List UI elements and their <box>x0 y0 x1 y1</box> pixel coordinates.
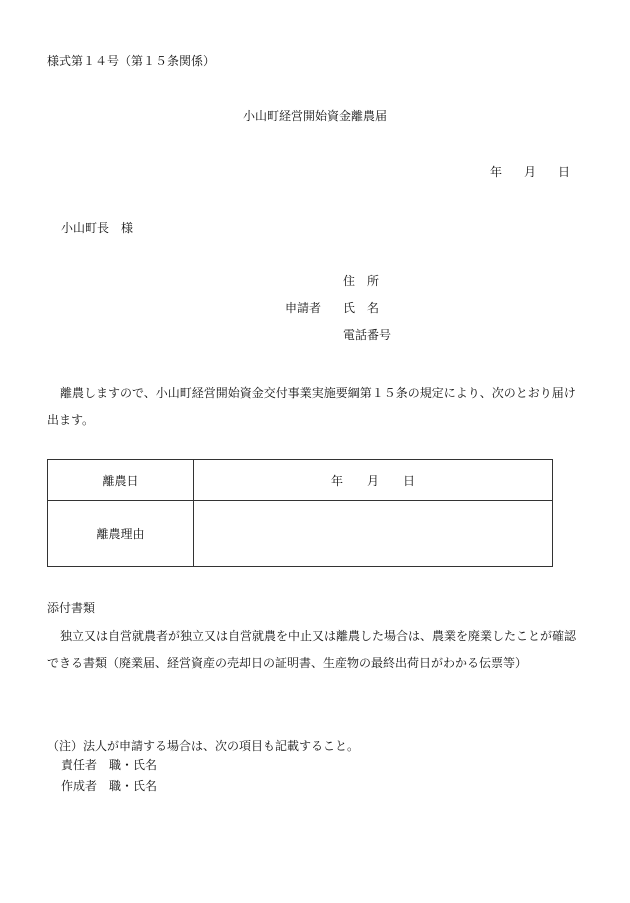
note-detail: 職・氏名 <box>109 779 158 793</box>
date-month: 月 <box>523 165 536 179</box>
withdrawal-reason-label: 離農理由 <box>48 501 194 567</box>
applicant-prefix: 申請者 <box>285 301 322 315</box>
note-title: （注）法人が申請する場合は、次の項目も記載すること。 <box>47 739 360 753</box>
note-role: 責任者 <box>61 758 98 772</box>
note-item-preparer <box>61 778 157 794</box>
addressee-name: 小山町長 <box>61 221 110 235</box>
attachments-title: 添付書類 <box>47 601 96 615</box>
addressee-honorific: 様 <box>121 221 134 235</box>
submission-date <box>468 164 570 180</box>
note-role: 作成者 <box>61 779 98 793</box>
table-date-day: 日 <box>403 473 416 488</box>
withdrawal-reason-field[interactable] <box>194 501 553 567</box>
withdrawal-date-field[interactable] <box>194 460 553 501</box>
phone-label: 電話番号 <box>343 328 392 342</box>
withdrawal-date-label: 離農日 <box>48 460 194 501</box>
document-title: 小山町経営開始資金離農届 <box>242 109 387 123</box>
form-number: 様式第１４号（第１５条関係） <box>47 54 216 68</box>
table-row <box>48 501 553 567</box>
body-text: 離農しますので、小山町経営開始資金交付事業実施要綱第１５条の規定により、次のとおり届け出ます。 <box>47 386 576 427</box>
table-row <box>48 460 553 501</box>
attachments-text: 独立又は自営就農者が独立又は自営就農を中止又は離農した場合は、農業を廃業したことが確認できる書類（廃業届、経営資産の売却日の証明書、生産物の最終出荷日がわかる伝票等） <box>47 629 577 670</box>
date-year: 年 <box>489 165 502 179</box>
table-date-month: 月 <box>366 473 379 488</box>
detail-table <box>47 459 553 567</box>
note-item-responsible <box>61 757 157 773</box>
addressee <box>61 220 133 236</box>
table-date-year: 年 <box>330 473 343 488</box>
address-label: 住 所 <box>343 274 380 288</box>
date-day: 日 <box>557 165 570 179</box>
name-label: 氏 名 <box>343 301 380 315</box>
note-detail: 職・氏名 <box>109 758 158 772</box>
